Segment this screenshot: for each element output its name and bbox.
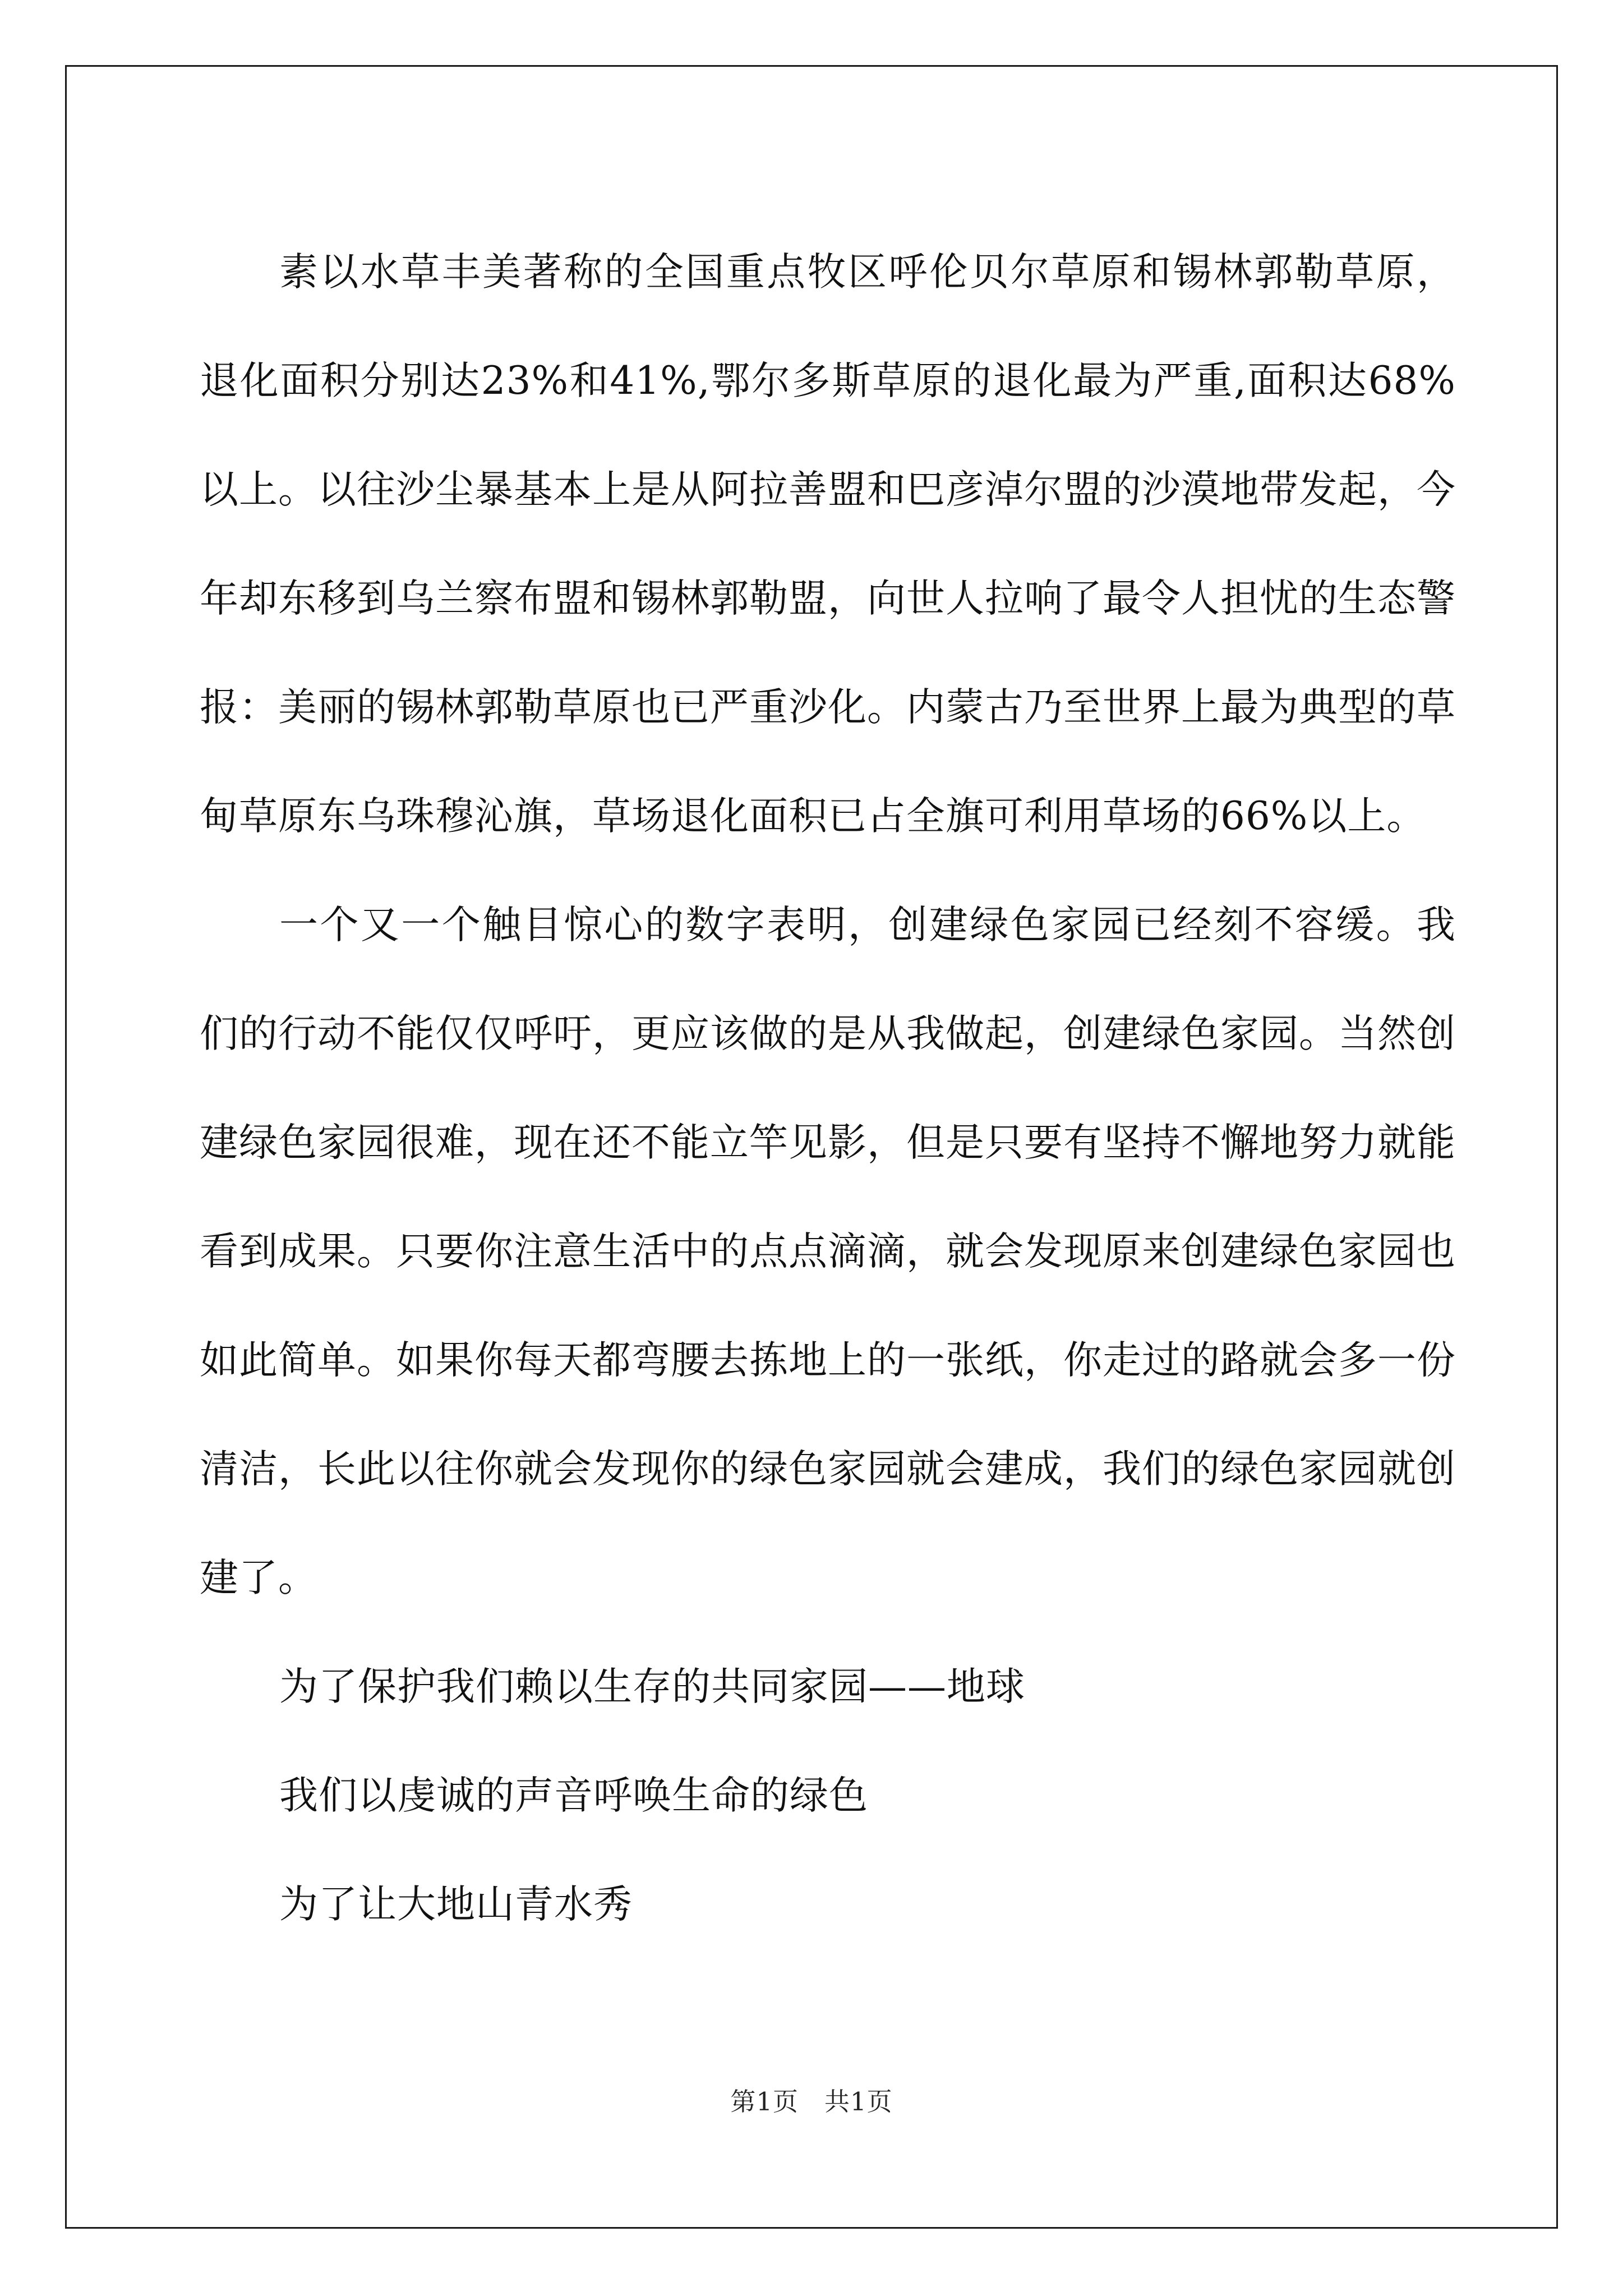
verse-line-3: 为了让大地山青水秀 [279, 1882, 633, 1927]
paragraph-green-home: 一个又一个触目惊心的数字表明，创建绿色家园已经刻不容缓。我们的行动不能仅仅呼吁，更应该做的是从我做起，创建绿色家园。当然创建绿色家园很难，现在还不能立竿见影，但是只要有坚持不懈地努力就能看到成果。只要你注意生活中的点点滴滴，就会发现原来创建绿色家园也如此简单。如果你每天都弯腰去拣地上的一张纸，你走过的路就会多一份清洁，长此以往你就会发现你的绿色家园就会建成，我们的绿色家园就创建了。 [200, 903, 1456, 1600]
document-body [200, 218, 1456, 1959]
verse-line-2: 我们以虔诚的声音呼唤生命的绿色 [279, 1773, 868, 1818]
paragraph-grassland-degradation: 素以水草丰美著称的全国重点牧区呼伦贝尔草原和锡林郭勒草原，退化面积分别达23%和41%,鄂尔多斯草原的退化最为严重,面积达68%以上。以往沙尘暴基本上是从阿拉善盟和巴彦淖尔盟的沙漠地带发起，今年却东移到乌兰察布盟和锡林郭勒盟，向世人拉响了最令人担忧的生态警报：美丽的锡林郭勒草原也已严重沙化。内蒙古乃至世界上最为典型的草甸草原东乌珠穆沁旗，草场退化面积已占全旗可利用草场的66%以上。 [200, 250, 1456, 839]
page-number-footer: 第1页 共1页 [730, 2087, 893, 2116]
verse-line-1: 为了保护我们赖以生存的共同家园——地球 [279, 1664, 1025, 1709]
